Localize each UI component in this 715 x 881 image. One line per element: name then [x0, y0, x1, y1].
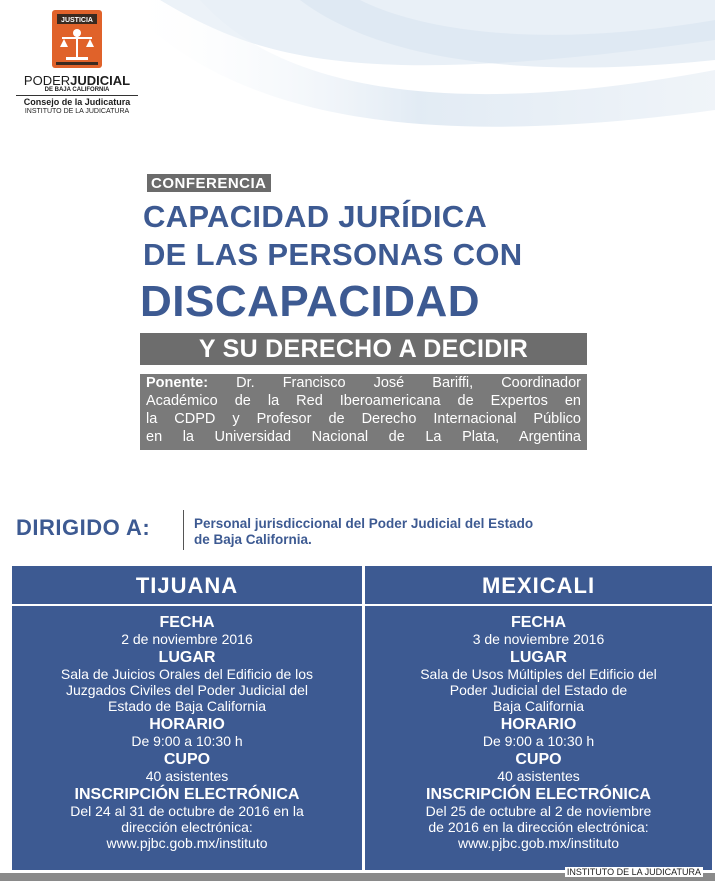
registration-line: Del 24 al 31 de octubre de 2016 en la	[70, 803, 304, 819]
title-line-1: CAPACIDAD JURÍDICA	[143, 199, 488, 234]
audience-label: DIRIGIDO A:	[16, 515, 151, 540]
registration-line: dirección electrónica:	[121, 819, 253, 835]
registration-label: INSCRIPCIÓN ELECTRÓNICA	[426, 786, 651, 803]
speaker-box	[140, 374, 587, 450]
speaker-line-2: Académico de la Red Iberoamericana de Expertos en	[146, 393, 581, 409]
audience-divider	[183, 510, 184, 550]
subtitle-bar	[140, 333, 587, 365]
place-line: Estado de Baja California	[108, 698, 266, 714]
time-value: De 9:00 a 10:30 h	[131, 733, 243, 749]
logo-org-region: DE BAJA CALIFORNIA	[16, 87, 138, 96]
place-line: Juzgados Civiles del Poder Judicial del	[65, 682, 309, 698]
registration-line: Del 25 de octubre al 2 de noviembre	[425, 803, 652, 819]
logo-council: Consejo de la Judicatura	[23, 97, 131, 107]
footer-text: INSTITUTO DE LA JUDICATURA	[566, 867, 701, 877]
date-label: FECHA	[510, 614, 567, 631]
institution-logo	[16, 6, 138, 116]
scales-of-justice-icon	[46, 6, 108, 72]
registration-label: INSCRIPCIÓN ELECTRÓNICA	[74, 786, 300, 803]
place-label: LUGAR	[510, 649, 567, 666]
speaker-line-4: en la Universidad Nacional de La Plata, Argentina	[146, 429, 581, 445]
place-label: LUGAR	[158, 649, 216, 666]
speaker-line-3: la CDPD y Profesor de Derecho Internacional Público	[146, 411, 581, 427]
venue-panel-tijuana	[12, 566, 362, 870]
registration-url[interactable]: www.pjbc.gob.mx/instituto	[457, 835, 620, 851]
time-value: De 9:00 a 10:30 h	[482, 733, 595, 749]
speaker-label: Ponente:	[146, 375, 209, 391]
date-value: 3 de noviembre 2016	[472, 631, 605, 647]
venue-city: TIJUANA	[12, 566, 362, 606]
time-label: HORARIO	[500, 716, 577, 733]
capacity-label: CUPO	[163, 751, 211, 768]
subtitle: Y SU DERECHO A DECIDIR	[198, 335, 529, 363]
place-line: Sala de Usos Múltiples del Edificio del	[420, 666, 657, 682]
place-line: Poder Judicial del Estado de	[449, 682, 628, 698]
venue-panel-mexicali	[365, 566, 712, 870]
date-value: 2 de noviembre 2016	[121, 631, 253, 647]
time-label: HORARIO	[149, 716, 225, 733]
place-line: Sala de Juicios Orales del Edificio de los	[60, 666, 314, 682]
logo-org-name: PODERJUDICIAL	[23, 73, 131, 88]
logo-badge-text: JUSTICIA	[61, 17, 93, 24]
capacity-label: CUPO	[515, 751, 562, 768]
place-line: Baja California	[492, 698, 585, 714]
capacity-value: 40 asistentes	[145, 768, 229, 784]
registration-line: de 2016 en la dirección electrónica:	[428, 819, 649, 835]
speaker-line-1: Ponente: Dr. Francisco José Bariffi, Coordinador	[146, 375, 581, 391]
event-type-tag: CONFERENCIA	[147, 174, 271, 192]
title-line-3: DISCAPACIDAD	[140, 277, 481, 326]
registration-url[interactable]: www.pjbc.gob.mx/instituto	[106, 835, 268, 851]
venue-city: MEXICALI	[365, 566, 712, 606]
capacity-value: 40 asistentes	[497, 768, 580, 784]
logo-institute: INSTITUTO DE LA JUDICATURA	[24, 108, 130, 115]
title-line-2: DE LAS PERSONAS CON	[143, 237, 523, 272]
audience-text: Personal jurisdiccional del Poder Judicial del Estado de Baja California.	[194, 516, 534, 547]
date-label: FECHA	[159, 614, 215, 631]
